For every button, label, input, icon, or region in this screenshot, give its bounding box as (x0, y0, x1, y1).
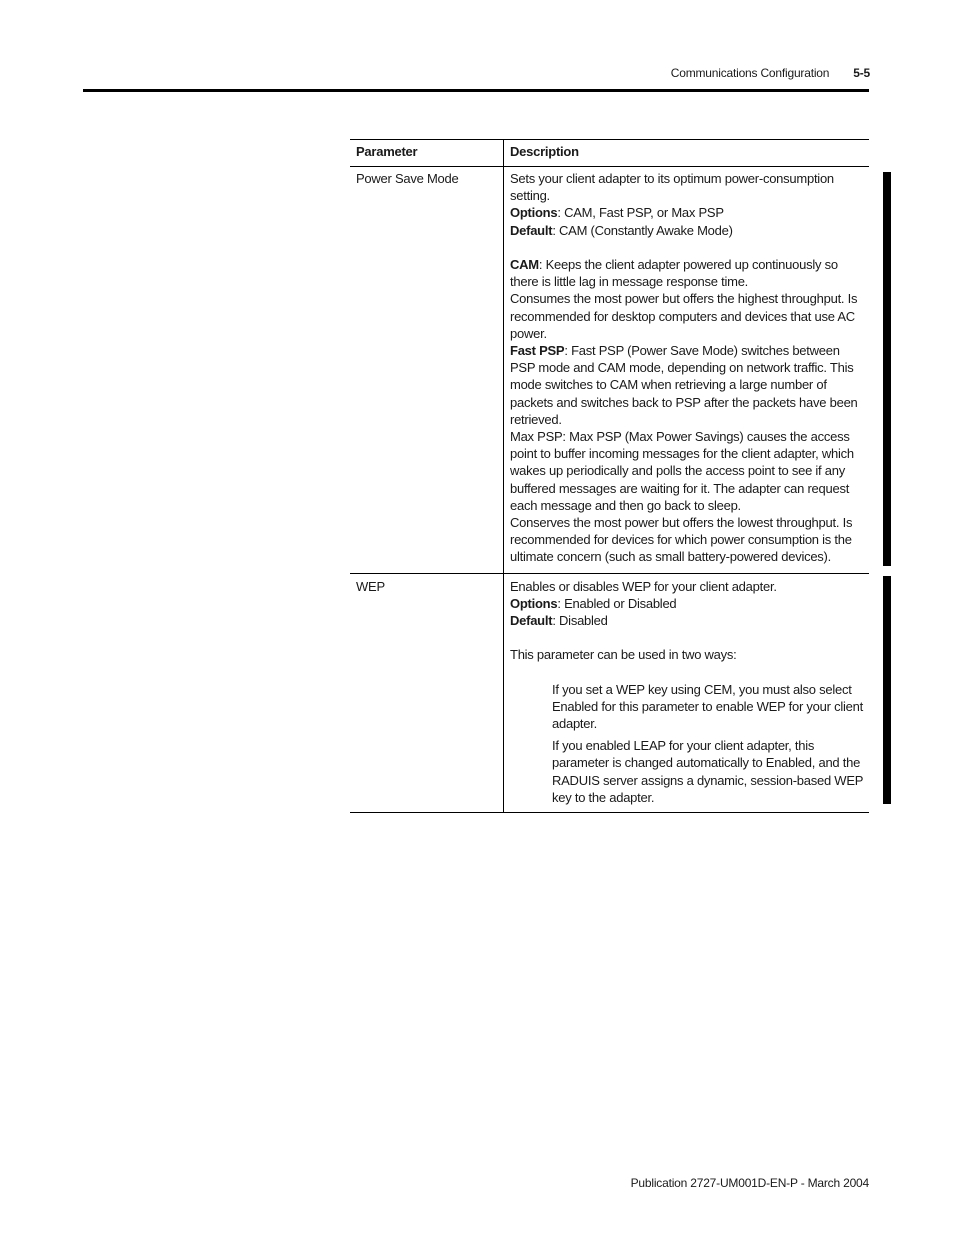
table-row-power-save-mode (350, 167, 869, 574)
options-value: : CAM, Fast PSP, or Max PSP (557, 205, 724, 221)
spacer (510, 239, 863, 256)
parameter-description (504, 573, 870, 812)
spacer (510, 629, 863, 646)
table-header-row (350, 140, 869, 167)
cam-text: : Keeps the client adapter powered up continuously so there is little lag in message response time. (510, 257, 838, 290)
max-psp-paragraph: Max PSP: Max PSP (Max Power Savings) causes the access point to buffer incoming messages for the client adapter, which wakes up periodically and polls the access point to see if any buffered messages are waiting for it. The adapter can request each message and then go back to sleep. (510, 429, 854, 513)
cam-paragraph-2: Consumes the most power but offers the highest throughput. Is recommended for desktop computers and devices that use AC power. (510, 291, 858, 341)
description-intro: Enables or disables WEP for your client adapter. (510, 578, 777, 594)
options-line (510, 204, 863, 221)
list-item: If you enabled LEAP for your client adapter, this parameter is changed automatically to Enabled, and the RADUIS server assigns a dynamic, session-based WEP key to the adapter. (552, 738, 863, 805)
default-line (510, 222, 863, 239)
default-label: Default (510, 222, 553, 238)
default-value: : CAM (Constantly Awake Mode) (552, 222, 733, 238)
column-header-description: Description (504, 140, 870, 167)
parameter-table (350, 139, 869, 813)
options-label: Options (510, 205, 558, 221)
parameter-description (504, 167, 870, 574)
list-item: If you set a WEP key using CEM, you must also select Enabled for this parameter to enable WEP for your client adapter. (552, 681, 863, 732)
default-line (510, 612, 863, 629)
publication-footer: Publication 2727-UM001D-EN-P - March 2004 (630, 1176, 869, 1190)
running-header (671, 66, 870, 80)
fast-psp-label: Fast PSP (510, 343, 565, 359)
section-title: Communications Configuration (670, 66, 830, 80)
page-number: 5-5 (853, 66, 870, 80)
column-header-parameter: Parameter (350, 140, 504, 167)
default-value: : Disabled (552, 613, 608, 629)
usage-list (510, 681, 863, 806)
header-rule (83, 89, 869, 92)
change-bar-power-save (883, 172, 891, 566)
fast-psp-paragraph (510, 342, 863, 428)
cam-label: CAM (510, 257, 539, 272)
options-label: Options (510, 595, 558, 611)
parameter-name: Power Save Mode (350, 167, 504, 574)
options-line (510, 595, 863, 612)
fast-psp-text: : Fast PSP (Power Save Mode) switches between PSP mode and CAM mode, depending on network traffic. This mode switches to CAM when retrieving a large number of packets and switches back to PSP after the packets have been retrieved. (510, 343, 858, 427)
default-label: Default (510, 613, 553, 629)
usage-text: This parameter can be used in two ways: (510, 647, 737, 663)
description-intro: Sets your client adapter to its optimum power-consumption setting. (510, 171, 834, 204)
table-row-wep (350, 573, 869, 812)
change-bar-wep (883, 576, 891, 804)
max-psp-paragraph-2: Conserves the most power but offers the lowest throughput. Is recommended for devices for which power consumption is the ultimate concern (such as small battery-powered devices). (510, 515, 853, 565)
options-value: : Enabled or Disabled (557, 595, 677, 611)
cam-paragraph (510, 256, 863, 290)
parameter-name: WEP (350, 573, 504, 812)
